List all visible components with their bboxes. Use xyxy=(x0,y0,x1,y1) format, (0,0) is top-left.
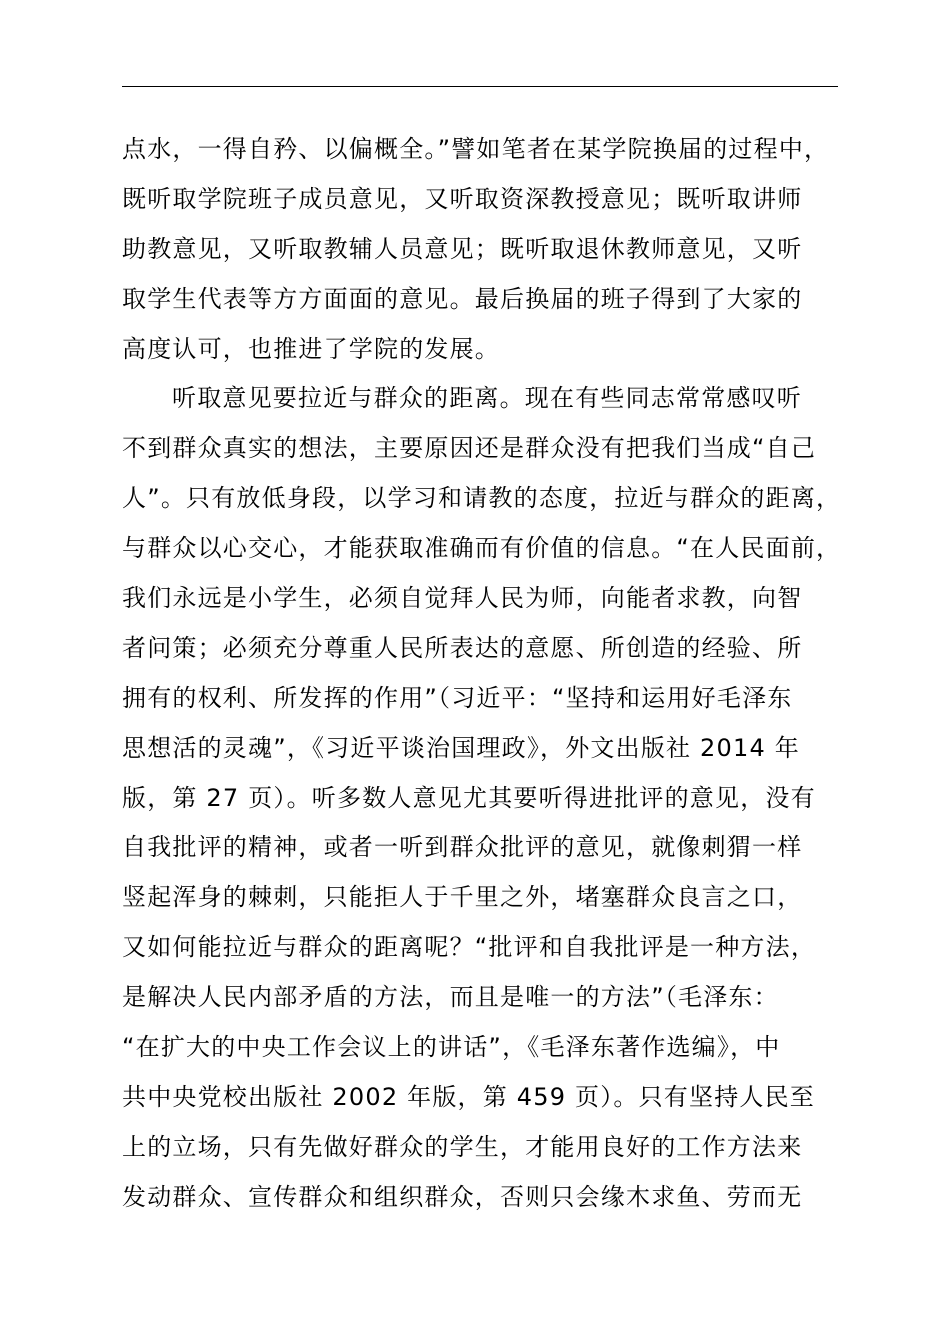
header-rule xyxy=(122,86,838,87)
text-line: 共中央党校出版社 2002 年版，第 459 页）。只有坚持人民至 xyxy=(122,1082,816,1111)
text-line: 助教意见，又听取教辅人员意见；既听取退休教师意见，又听 xyxy=(122,234,803,263)
text-line: 发动群众、宣传群众和组织群众，否则只会缘木求鱼、劳而无 xyxy=(122,1182,803,1211)
text-line: 又如何能拉近与群众的距离呢？“批评和自我批评是一种方法， xyxy=(122,933,817,962)
text-line: 点水，一得自矜、以偏概全。”譬如笔者在某学院换届的过程中， xyxy=(122,135,830,163)
text-line: 我们永远是小学生，必须自觉拜人民为师，向能者求教，向智 xyxy=(122,584,803,613)
text-line: “在扩大的中央工作会议上的讲话”，《毛泽东著作选编》，中 xyxy=(122,1033,781,1062)
paragraph-start-line: 听取意见要拉近与群众的距离。现在有些同志常常感叹听 xyxy=(172,384,802,413)
text-line: 既听取学院班子成员意见，又听取资深教授意见；既听取讲师 xyxy=(122,184,803,213)
text-line: 取学生代表等方方面面的意见。最后换届的班子得到了大家的 xyxy=(122,284,803,313)
text-line: 版，第 27 页）。听多数人意见尤其要听得进批评的意见，没有 xyxy=(122,783,816,812)
text-line: 上的立场，只有先做好群众的学生，才能用良好的工作方法来 xyxy=(122,1132,803,1161)
text-line: 与群众以心交心，才能获取准确而有价值的信息。“在人民面前， xyxy=(122,534,842,563)
text-line: 人”。只有放低身段，以学习和请教的态度，拉近与群众的距离， xyxy=(122,484,842,513)
text-line: 自我批评的精神，或者一听到群众批评的意见，就像刺猬一样 xyxy=(122,833,803,862)
text-line: 思想活的灵魂”，《习近平谈治国理政》，外文出版社 2014 年 xyxy=(122,733,800,762)
text-line: 拥有的权利、所发挥的作用”（习近平：“坚持和运用好毛泽东 xyxy=(122,683,793,712)
body-text xyxy=(122,125,862,1223)
text-line: 高度认可，也推进了学院的发展。 xyxy=(122,334,500,363)
text-line: 是解决人民内部矛盾的方法，而且是唯一的方法”（毛泽东： xyxy=(122,983,779,1012)
text-line: 竖起浑身的棘刺，只能拒人于千里之外，堵塞群众良言之口， xyxy=(122,883,803,912)
text-line: 不到群众真实的想法，主要原因还是群众没有把我们当成“自己 xyxy=(122,434,817,463)
text-line: 者问策；必须充分尊重人民所表达的意愿、所创造的经验、所 xyxy=(122,633,803,662)
